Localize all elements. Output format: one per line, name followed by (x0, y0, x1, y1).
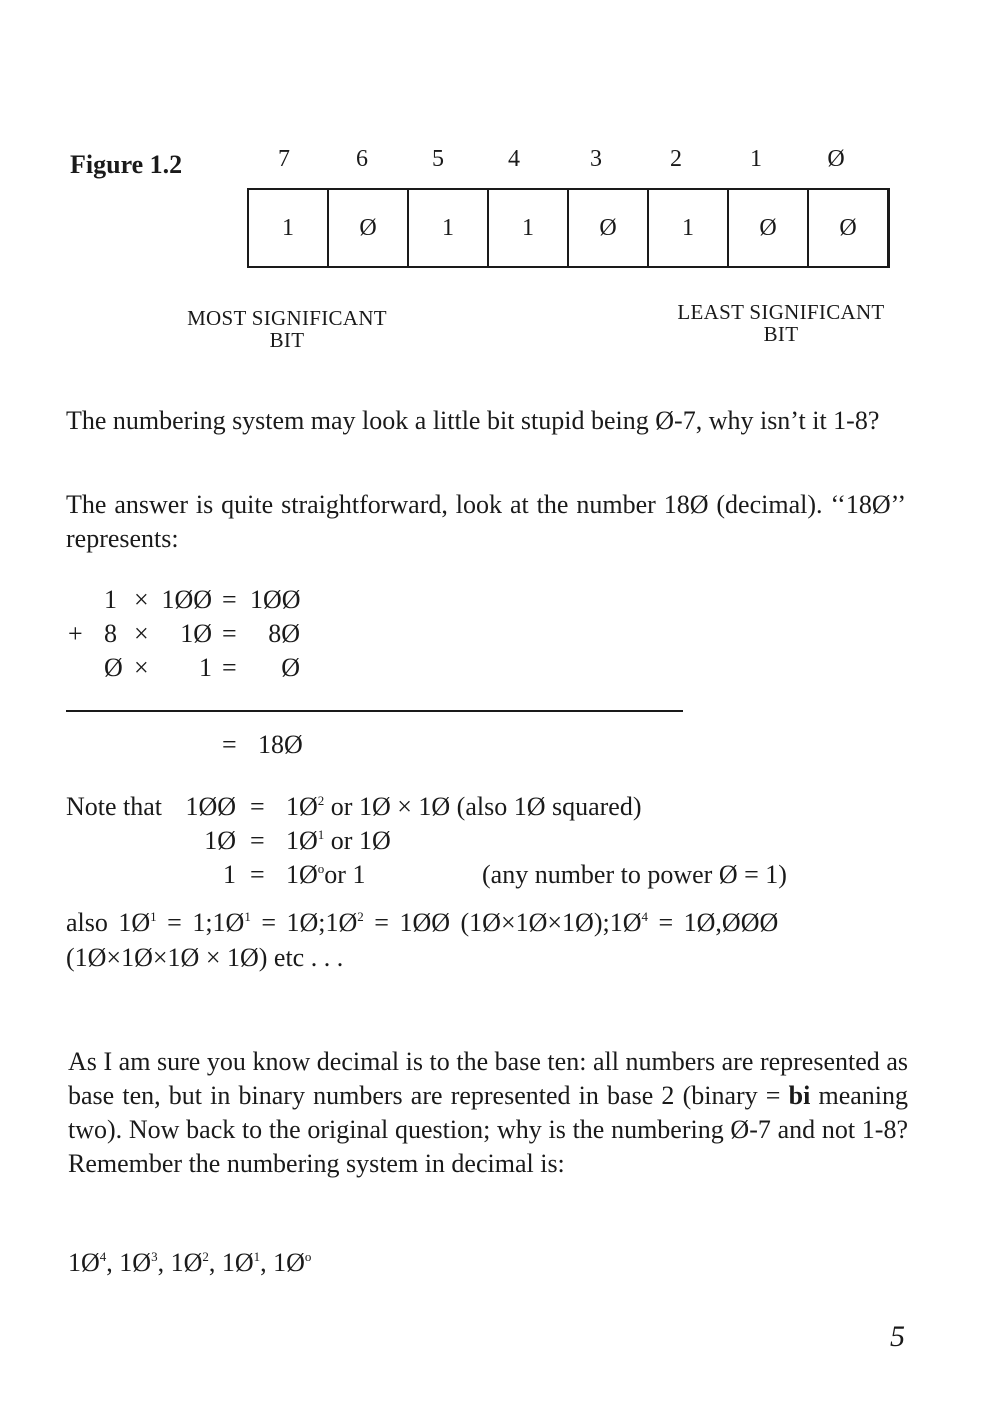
total-eq: = (222, 730, 237, 759)
total-value: 18Ø (258, 730, 303, 759)
also-line-2: (1Ø×1Ø×1Ø × 1Ø) etc . . . (66, 943, 344, 972)
bit-number-0: Ø (827, 146, 845, 172)
also-line: also $1Ø^1$ = $1;1Ø^1$ = $1Ø;1Ø^2$ = 1ØØ $(1Ø\times 1Ø\times 1Ø);1Ø^4$ = 1Ø,ØØØ (66, 908, 779, 937)
paragraph-base-ten: As I am sure you know decimal is to the base ten: all numbers are represented as base ten, but in binary numbers are represented in base 2 (binary = bi meaning two). Now back to the original question; why is the numbering Ø-7 and not 1-8? Remember the numbering system in decimal is: (68, 1047, 908, 1178)
decimal-powers-list: $1Ø^4$, $1Ø^3$, $1Ø^2$, $1Ø^1$, $1Ø^o$ (68, 1248, 312, 1277)
bit-number-2: 2 (670, 146, 682, 172)
bit-number-1: 1 (750, 146, 762, 172)
sum-rule (66, 710, 683, 712)
bit-cell: Ø (727, 188, 807, 268)
paragraph-answer: The answer is quite straightforward, look at the number 18Ø (decimal). ‘‘18Ø’’ represents: (66, 490, 906, 553)
bit-number-7: 7 (278, 146, 290, 172)
figure-label: Figure 1.2 (70, 150, 183, 179)
bit-cell: 1 (247, 188, 327, 268)
bit-number-3: 3 (590, 146, 602, 172)
bit-number-4: 4 (508, 146, 520, 172)
page-number: 5 (890, 1320, 905, 1353)
bit-number-6: 6 (356, 146, 368, 172)
paragraph-numbering: The numbering system may look a little bit stupid being Ø-7, why isn’t it 1-8? (66, 406, 880, 435)
lsb-caption: LEAST SIGNIFICANT BIT (677, 300, 885, 346)
bit-cell: 1 (407, 188, 487, 268)
bit-cell: Ø (327, 188, 407, 268)
bit-cell: Ø (567, 188, 647, 268)
bit-register-diagram (247, 188, 890, 268)
bit-cell: Ø (807, 188, 887, 268)
msb-caption: MOST SIGNIFICANT BIT (187, 306, 387, 352)
bit-cell: 1 (647, 188, 727, 268)
bit-number-5: 5 (432, 146, 444, 172)
bit-cell: 1 (487, 188, 567, 268)
